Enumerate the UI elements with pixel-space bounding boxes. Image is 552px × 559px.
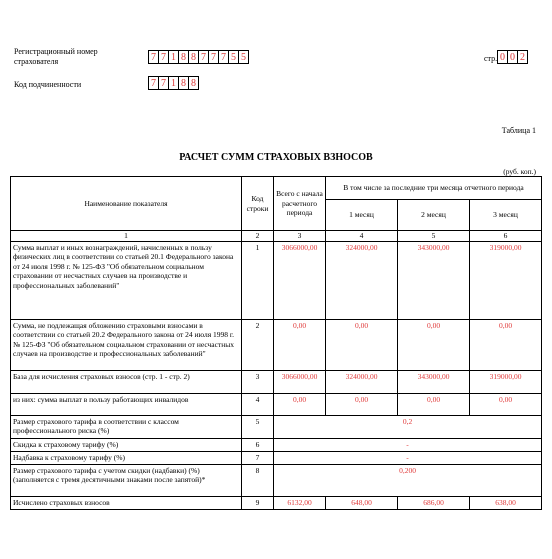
col-header-m1: 1 месяц xyxy=(326,200,398,231)
digit-cell: 7 xyxy=(158,76,169,90)
col-header-m3: 3 месяц xyxy=(470,200,542,231)
digit-cell: 8 xyxy=(188,50,199,64)
row-name: Размер страхового тарифа в соответствии с классом профессионального риска (%) xyxy=(11,415,242,438)
digit-cell: 1 xyxy=(168,50,179,64)
row-month1: 0,00 xyxy=(326,319,398,370)
reg-number-cells xyxy=(148,50,248,64)
col-num: 2 xyxy=(242,231,274,242)
digit-cell: 7 xyxy=(218,50,229,64)
digit-cell: 7 xyxy=(208,50,219,64)
units-label: (руб. коп.) xyxy=(503,167,536,176)
row-month2: 0,00 xyxy=(398,393,470,415)
table-row xyxy=(11,464,542,496)
table-row xyxy=(11,319,542,370)
digit-cell: 1 xyxy=(168,76,179,90)
digit-cell: 8 xyxy=(188,76,199,90)
col-header-total: Всего с начала расчетного периода xyxy=(274,177,326,231)
row-name: Скидка к страховому тарифу (%) xyxy=(11,438,242,451)
row-merged-value: - xyxy=(274,438,542,451)
col-header-code: Код строки xyxy=(242,177,274,231)
row-code: 5 xyxy=(242,415,274,438)
col-header-last3: В том числе за последние три месяца отчетного периода xyxy=(326,177,542,200)
table-row xyxy=(11,241,542,319)
page-label: стр. xyxy=(484,54,498,63)
row-month2: 0,00 xyxy=(398,319,470,370)
col-num: 6 xyxy=(470,231,542,242)
digit-cell: 2 xyxy=(517,50,528,64)
row-total: 3066000,00 xyxy=(274,370,326,393)
row-month3: 0,00 xyxy=(470,319,542,370)
sub-code-cells xyxy=(148,76,198,90)
table-row xyxy=(11,370,542,393)
row-name: База для исчисления страховых взносов (стр. 1 - стр. 2) xyxy=(11,370,242,393)
row-merged-value: 0,200 xyxy=(274,464,542,496)
digit-cell: 8 xyxy=(178,50,189,64)
row-total: 0,00 xyxy=(274,393,326,415)
row-month1: 648,00 xyxy=(326,496,398,509)
row-code: 6 xyxy=(242,438,274,451)
col-num: 3 xyxy=(274,231,326,242)
row-code: 7 xyxy=(242,451,274,464)
digit-cell: 7 xyxy=(158,50,169,64)
table-row xyxy=(11,496,542,509)
row-total: 0,00 xyxy=(274,319,326,370)
digit-cell: 0 xyxy=(507,50,518,64)
row-code: 2 xyxy=(242,319,274,370)
col-header-m2: 2 месяц xyxy=(398,200,470,231)
digit-cell: 5 xyxy=(228,50,239,64)
row-code: 3 xyxy=(242,370,274,393)
row-name: Надбавка к страховому тарифу (%) xyxy=(11,451,242,464)
row-total: 3066000,00 xyxy=(274,241,326,319)
row-month3: 319000,00 xyxy=(470,241,542,319)
row-month3: 0,00 xyxy=(470,393,542,415)
row-merged-value: 0,2 xyxy=(274,415,542,438)
digit-cell: 7 xyxy=(198,50,209,64)
table-row xyxy=(11,393,542,415)
table-row xyxy=(11,438,542,451)
table-label: Таблица 1 xyxy=(501,126,536,135)
row-month3: 638,00 xyxy=(470,496,542,509)
row-code: 8 xyxy=(242,464,274,496)
document-title: РАСЧЕТ СУММ СТРАХОВЫХ ВЗНОСОВ xyxy=(179,152,373,163)
sub-code-label: Код подчиненности xyxy=(14,80,82,89)
row-month3: 319000,00 xyxy=(470,370,542,393)
row-code: 9 xyxy=(242,496,274,509)
digit-cell: 7 xyxy=(148,50,159,64)
row-month1: 324000,00 xyxy=(326,241,398,319)
row-code: 1 xyxy=(242,241,274,319)
reg-number-label: Регистрационный номер страхователя xyxy=(14,47,98,66)
table-row xyxy=(11,451,542,464)
row-name: Сумма выплат и иных вознаграждений, начисленных в пользу физических лиц в соответствии со статьей 20.1 Федерального закона от 24 июля 1998 г. № 125-ФЗ "Об обязательном социальном страховании от несчастных случаев на производстве и профессиональных заболеваний" xyxy=(11,241,242,319)
row-code: 4 xyxy=(242,393,274,415)
col-header-name: Наименование показателя xyxy=(11,177,242,231)
column-number-row xyxy=(11,231,542,242)
row-name: Исчислено страховых взносов xyxy=(11,496,242,509)
contributions-table xyxy=(10,176,542,510)
row-name: Размер страхового тарифа с учетом скидки (надбавки) (%) (заполняется с тремя десятичными знаками после запятой)* xyxy=(11,464,242,496)
digit-cell: 5 xyxy=(238,50,249,64)
col-num: 4 xyxy=(326,231,398,242)
digit-cell: 8 xyxy=(178,76,189,90)
row-total: 6132,00 xyxy=(274,496,326,509)
page-number-cells xyxy=(497,50,527,64)
col-num: 5 xyxy=(398,231,470,242)
row-month1: 0,00 xyxy=(326,393,398,415)
row-name: из них: сумма выплат в пользу работающих инвалидов xyxy=(11,393,242,415)
row-month2: 686,00 xyxy=(398,496,470,509)
row-name: Сумма, не подлежащая обложению страховыми взносами в соответствии со статьей 20.2 Федерального закона от 24 июля 1998 г. № 125-ФЗ "Об обязательном социальном страховании от несчастных случаев на производстве и профессиональных заболеваний" xyxy=(11,319,242,370)
col-num: 1 xyxy=(11,231,242,242)
row-month1: 324000,00 xyxy=(326,370,398,393)
row-month2: 343000,00 xyxy=(398,241,470,319)
digit-cell: 0 xyxy=(497,50,508,64)
table-row xyxy=(11,415,542,438)
digit-cell: 7 xyxy=(148,76,159,90)
row-merged-value: - xyxy=(274,451,542,464)
row-month2: 343000,00 xyxy=(398,370,470,393)
